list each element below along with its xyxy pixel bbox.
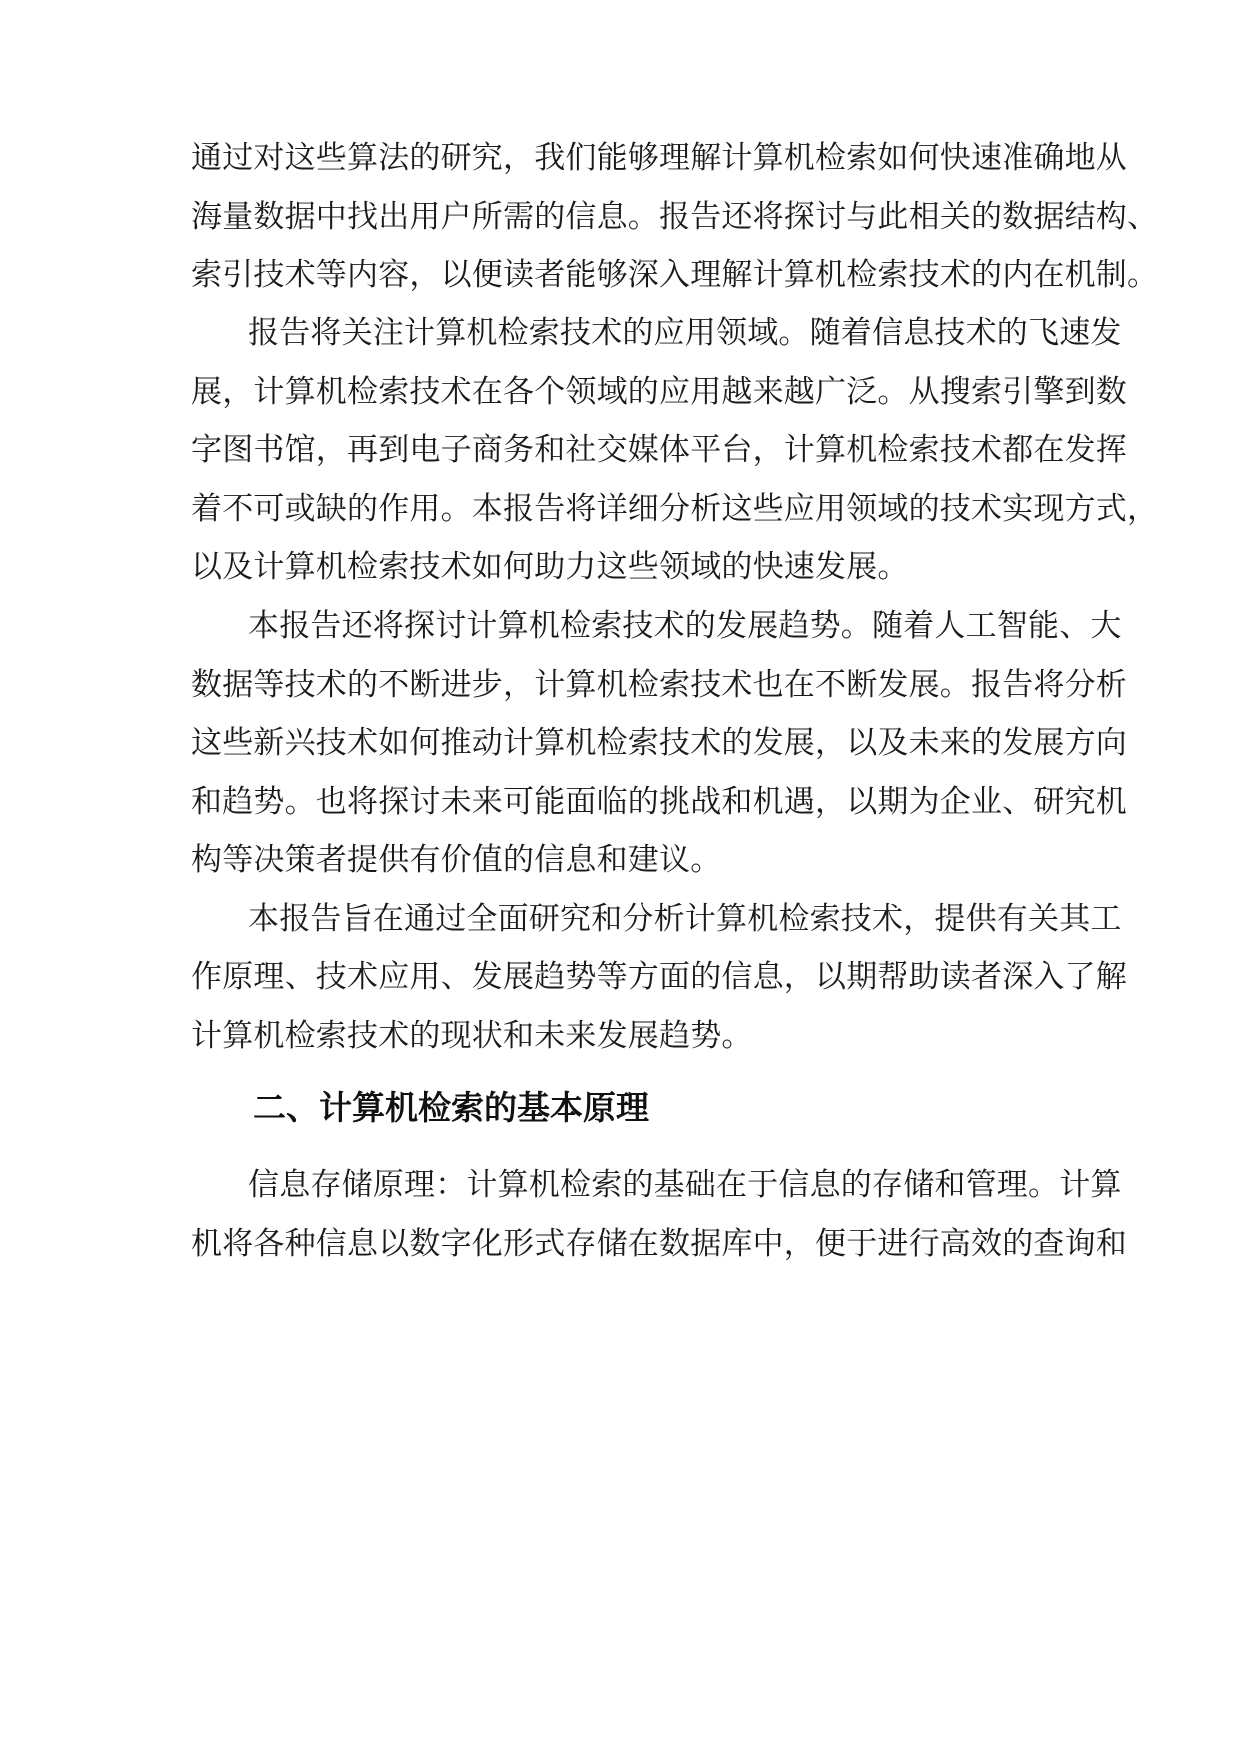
paragraph-4-line-1: 本报告旨在通过全面研究和分析计算机检索技术，提供有关其工: [248, 901, 1122, 937]
paragraph-2-line-4: 着不可或缺的作用。本报告将详细分析这些应用领域的技术实现方式，: [191, 491, 1159, 527]
paragraph-1-line-2: 海量数据中找出用户所需的信息。报告还将探讨与此相关的数据结构、: [191, 199, 1159, 235]
paragraph-4-line-2: 作原理、技术应用、发展趋势等方面的信息，以期帮助读者深入了解: [191, 959, 1127, 995]
paragraph-4-line-3: 计算机检索技术的现状和未来发展趋势。: [191, 1018, 753, 1054]
paragraph-2-line-5: 以及计算机检索技术如何助力这些领域的快速发展。: [191, 549, 909, 585]
paragraph-2-line-3: 字图书馆，再到电子商务和社交媒体平台，计算机检索技术都在发挥: [191, 432, 1127, 468]
paragraph-3-line-5: 构等决策者提供有价值的信息和建议。: [191, 842, 722, 878]
paragraph-1-line-3: 索引技术等内容，以便读者能够深入理解计算机检索技术的内在机制。: [191, 257, 1159, 293]
section-paragraph-line-1: 信息存储原理：计算机检索的基础在于信息的存储和管理。计算: [248, 1167, 1122, 1203]
section-heading: 二、计算机检索的基本原理: [253, 1088, 649, 1127]
paragraph-3-line-3: 这些新兴技术如何推动计算机检索技术的发展，以及未来的发展方向: [191, 725, 1127, 761]
paragraph-2-line-2: 展，计算机检索技术在各个领域的应用越来越广泛。从搜索引擎到数: [191, 374, 1127, 410]
paragraph-2-line-1: 报告将关注计算机检索技术的应用领域。随着信息技术的飞速发: [248, 315, 1122, 351]
paragraph-3-line-2: 数据等技术的不断进步，计算机检索技术也在不断发展。报告将分析: [191, 667, 1127, 703]
paragraph-1-line-1: 通过对这些算法的研究，我们能够理解计算机检索如何快速准确地从: [191, 140, 1127, 176]
paragraph-3-line-1: 本报告还将探讨计算机检索技术的发展趋势。随着人工智能、大: [248, 608, 1122, 644]
section-paragraph-line-2: 机将各种信息以数字化形式存储在数据库中，便于进行高效的查询和: [191, 1226, 1127, 1262]
paragraph-3-line-4: 和趋势。也将探讨未来可能面临的挑战和机遇，以期为企业、研究机: [191, 784, 1127, 820]
